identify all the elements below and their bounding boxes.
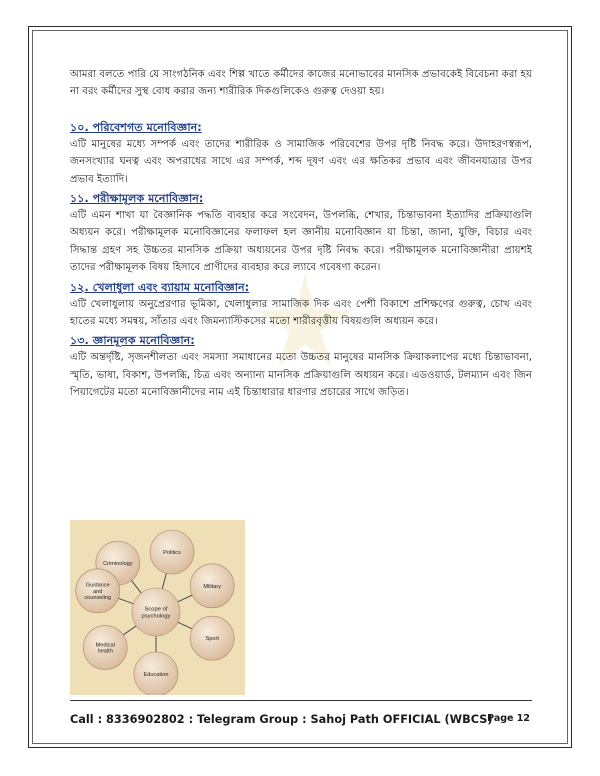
diagram-canvas <box>70 520 245 695</box>
diagram-node-label: Education <box>143 671 169 678</box>
intro-paragraph: আমরা বলতে পারি যে সাংগঠনিক এবং শিল্প খাতে কর্মীদের কাজের মনোভাবের মানসিক প্রভাবকেই বিবেচনা করা হয় না বরং কর্মীদের সুস্থ বোধ করার জন্য শারীরিক দিকগুলিকেও গুরুত্ব দেওয়া হয়। <box>70 69 532 98</box>
page-footer <box>70 700 532 726</box>
diagram-node-label: Guidance and counseling <box>84 582 112 602</box>
section-heading-sport: ১২. খেলাধুলা এবং ব্যায়াম মনোবিজ্ঞান: <box>70 280 250 294</box>
section-heading-experimental: ১১. পরীক্ষামূলক মনোবিজ্ঞান: <box>70 192 204 206</box>
footer-contact: Call : 8336902802 : Telegram Group : Sahoj Path OFFICIAL (WBCS) <box>70 713 493 726</box>
section-body-experimental: এটি এমন শাখা যা বৈজ্ঞানিক পদ্ধতি ব্যবহার করে সংবেদন, উপলব্ধি, শেখার, চিন্তাভাবনা ইত্যাদির প্রক্রিয়াগুলি অধ্যয়ন করে। পরীক্ষামূলক মনোবিজ্ঞানের ফলাফল হল জ্ঞানীয় মনোবিজ্ঞান যা চিন্তা, জানা, যুক্তি, বিচার এবং সিদ্ধান্ত গ্রহণ সহ উচ্চতর মানসিক প্রক্রিয়া অধ্যয়নের উপর দৃষ্টি নিবদ্ধ করে। পরীক্ষামূলক মনোবিজ্ঞানীরা প্রায়শই তাদের পরীক্ষামূলক বিষয় হিসাবে প্রাণীদের ব্যবহার করে ল্যাবে গবেষণা করেন। <box>70 210 532 274</box>
diagram-node-label: Medical health <box>95 642 115 655</box>
diagram-node-label: Military <box>203 583 222 590</box>
diagram-node-label: Sport <box>205 636 219 643</box>
section-body-sport: এটি খেলাধুলায় অনুপ্রেরণার ভূমিকা, খেলাধুলার সামাজিক দিক এবং পেশী বিকাশে প্রশিক্ষণের গুরুত্ব, চোখ এবং হাতের মধ্যে সমন্বয়, সাঁতার এবং জিমন্যাস্টিকসের মতো শারীরবৃত্তীয় বিষয়গুলি অধ্যয়ন করে। <box>70 298 532 328</box>
scope-of-psychology-diagram <box>70 520 245 695</box>
section-body-cognitive: এটি অন্তর্দৃষ্টি, সৃজনশীলতা এবং সমস্যা সমাধানের মতো উচ্চতর মানুষের মানসিক ক্রিয়াকলাপের মধ্যে চিন্তাভাবনা, স্মৃতি, ভাষা, বিকাশ, উপলব্ধি, চিত্র এবং অন্যান্য মানসিক প্রক্রিয়াগুলি অধ্যয়ন করে। এডওয়ার্ড, টলম্যান এবং জিন পিয়াগেটের মতো মনোবিজ্ঞানীদের নাম এই চিন্তাধারার ধারণার প্রচারের সাথে জড়িত। <box>70 352 532 399</box>
document-body <box>70 66 532 402</box>
section-body-environmental: এটি মানুষের মধ্যে সম্পর্ক এবং তাদের শারীরিক ও সামাজিক পরিবেশের উপর দৃষ্টি নিবদ্ধ করে। উদাহরণস্বরূপ, জনসংখ্যার ঘনত্ব এবং অপরাধের সাথে এর সম্পর্ক, শব্দ দূষণ এবং এর ক্ষতিকর প্রভাব এবং জীবনযাত্রার উপর প্রভাব ইত্যাদি। <box>70 138 532 185</box>
page-number: Page 12 <box>487 713 530 724</box>
section-heading-cognitive: ১৩. জ্ঞানমূলক মনোবিজ্ঞান: <box>70 334 195 348</box>
diagram-node-label: Criminology <box>103 561 133 568</box>
diagram-node-label: Politics <box>163 550 181 557</box>
diagram-center-label: Scope of psychology <box>141 606 171 620</box>
section-heading-environmental: ১০. পরিবেশগত মনোবিজ্ঞান: <box>70 120 202 134</box>
